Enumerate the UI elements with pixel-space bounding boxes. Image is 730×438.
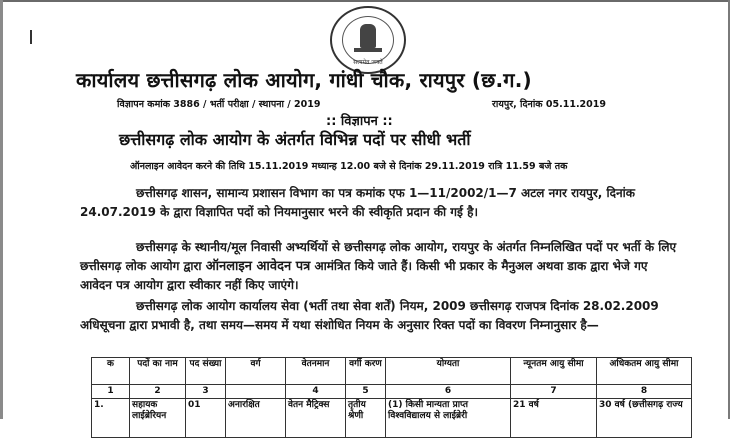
number-cell: 3 xyxy=(186,385,226,399)
invitation-text-start: छत्तीसगढ़ के स्थानीय/मूल निवासी अभ्यर्थियों से छत्तीसगढ़ लोक आयोग, रायपुर के अंतर्गत निम्नलिखित पदों पर भर्ती के लिए छत्तीसगढ़ लोक आयोग द्वारा xyxy=(80,240,677,273)
header-cell: अधिकतम आयु सीमा xyxy=(597,358,692,385)
column-number-row xyxy=(92,385,692,399)
number-cell xyxy=(226,385,286,399)
header-cell: पद संख्या xyxy=(186,358,226,385)
online-form-emphasis: ऑनलाइन आवेदन पत्र xyxy=(205,258,311,274)
number-cell: 5 xyxy=(346,385,386,399)
number-cell: 1 xyxy=(92,385,130,399)
invitation-paragraph xyxy=(80,238,680,295)
place-date: रायपुर, दिनांक 05.11.2019 xyxy=(492,99,606,110)
row-cell: अनारक्षित xyxy=(226,399,286,438)
office-title: कार्यालय छत्तीसगढ़ लोक आयोग, गांधी चौक, रायपुर (छ.ग.) xyxy=(76,68,532,92)
number-cell: 6 xyxy=(386,385,511,399)
number-cell: 4 xyxy=(286,385,346,399)
row-cell: 01 xyxy=(186,399,226,438)
number-cell: 8 xyxy=(597,385,692,399)
margin-mark xyxy=(30,30,32,44)
header-cell: वर्ग xyxy=(226,358,286,385)
number-cell: 2 xyxy=(130,385,186,399)
lion-capital-icon xyxy=(360,24,376,48)
row-cell: 1. xyxy=(92,399,130,438)
row-cell: (1) किसी मान्यता प्राप्त विश्वविद्यालय से लाईब्रेरी xyxy=(386,399,511,438)
row-cell: वेतन मैट्रिक्स xyxy=(286,399,346,438)
approval-paragraph: छत्तीसगढ़ शासन, सामान्य प्रशासन विभाग का पत्र कमांक एफ 1—11/2002/1—7 अटल नगर रायपुर, दिनांक 24.07.2019 के द्वारा विज्ञापित पदों को नियमानुसार भरने की स्वीकृति प्रदान की गई है। xyxy=(80,186,635,219)
govt-emblem-seal xyxy=(330,6,406,74)
notice-heading: :: विज्ञापन :: xyxy=(326,114,393,129)
header-cell: पदों का नाम xyxy=(130,358,186,385)
emblem-base-icon xyxy=(354,48,382,52)
rules-paragraph: छत्तीसगढ़ लोक आयोग कार्यालय सेवा (भर्ती तथा सेवा शर्तें) नियम, 2009 छत्तीसगढ़ राजपत्र दिनांक 28.02.2009 अधिसूचना द्वारा प्रभावी है, तथा समय—समय में यथा संशोधित नियम के अनुसार रिक्त पदों का विवरण निम्नानुसार है— xyxy=(80,299,659,332)
row-cell: तृतीय श्रेणी xyxy=(346,399,386,438)
number-cell: 7 xyxy=(511,385,597,399)
header-cell: वेतनमान xyxy=(286,358,346,385)
page-left-edge xyxy=(0,0,3,419)
online-application-dates: ऑनलाइन आवेदन करने की तिथि 15.11.2019 मध्यान्ह 12.00 बजे से दिनांक 29.11.2019 रात्रि 11.59 बजे तक xyxy=(130,161,568,172)
header-cell: योग्यता xyxy=(386,358,511,385)
emblem-motto: सत्यमेव जयते xyxy=(353,59,383,66)
row-cell: 30 वर्ष (छत्तीसगढ़ राज्य xyxy=(597,399,692,438)
header-cell: क xyxy=(92,358,130,385)
table-header-row xyxy=(92,358,692,385)
row-cell: 21 वर्ष xyxy=(511,399,597,438)
row-cell: सहायक लाईब्रेरियन xyxy=(130,399,186,438)
advertisement-number: विज्ञापन कमांक 3886 / भर्ती परीक्षा / स्थापना / 2019 xyxy=(117,99,321,110)
page-top-edge xyxy=(0,0,730,2)
header-cell: न्यूनतम आयु सीमा xyxy=(511,358,597,385)
header-cell: वर्गी करण xyxy=(346,358,386,385)
notice-subtitle: छत्तीसगढ़ लोक आयोग के अंतर्गत विभिन्न पदों पर सीधी भर्ती xyxy=(119,130,471,149)
posts-table xyxy=(91,357,692,438)
table-row xyxy=(92,399,692,438)
invitation-text-end: आमंत्रित किये जाते हैं। किसी भी प्रकार के मैनुअल अथवा डाक द्वारा भेजे गए आवेदन पत्र आयोग द्वारा स्वीकार नहीं किए जाएंगे। xyxy=(80,258,648,292)
